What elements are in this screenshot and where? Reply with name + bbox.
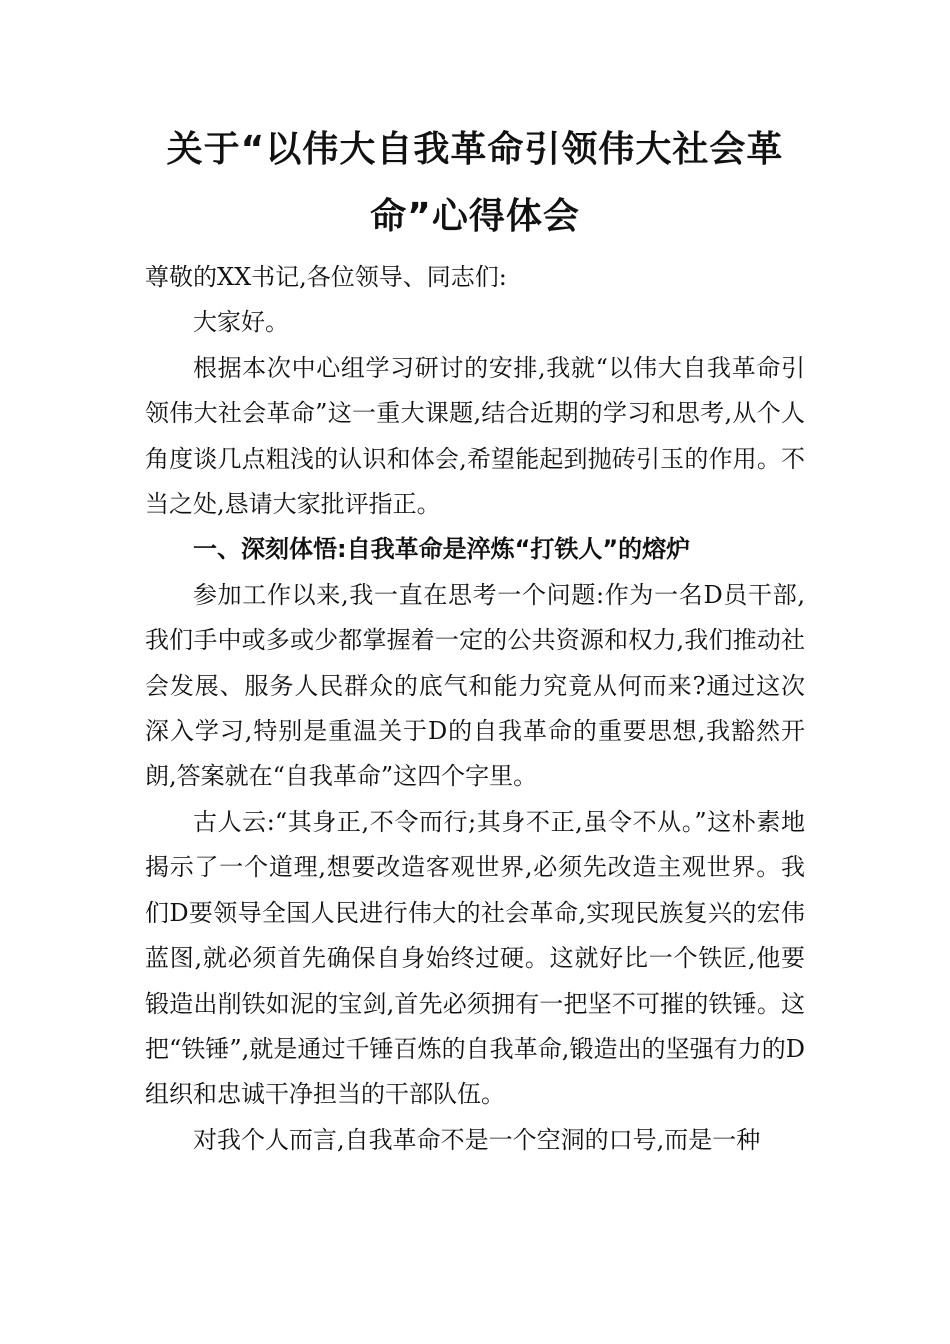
section-heading-1: 一、深刻体悟:自我革命是淬炼“打铁人”的熔炉 xyxy=(193,535,691,564)
salutation: 尊敬的XX书记,各位领导、同志们: xyxy=(145,263,507,291)
document-body xyxy=(145,255,805,1163)
greeting: 大家好。 xyxy=(193,308,289,337)
intro-paragraph: 根据本次中心组学习研讨的安排,我就“以伟大自我革命引领伟大社会革命”这一重大课题,结合近期的学习和思考,从个人角度谈几点粗浅的认识和体会,希望能起到抛砖引玉的作用。不当之处,恳请大家批评指正。 xyxy=(145,353,805,519)
section1-paragraph-1: 参加工作以来,我一直在思考一个问题:作为一名D员干部,我们手中或多或少都掌握着一定的公共资源和权力,我们推动社会发展、服务人民群众的底气和能力究竟从何而来?通过这次深入学习,特别是重温关于D的自我革命的重要思想,我豁然开朗,答案就在“自我革命”这四个字里。 xyxy=(145,580,805,791)
document-title-line-2: 命”心得体会 xyxy=(370,196,580,237)
section1-paragraph-3: 对我个人而言,自我革命不是一个空洞的口号,而是一种 xyxy=(193,1125,761,1154)
document-title-line-1: 关于“以伟大自我革命引领伟大社会革 xyxy=(166,129,784,170)
section1-paragraph-2: 古人云:“其身正,不令而行;其身不正,虽令不从。”这朴素地揭示了一个道理,想要改造客观世界,必须先改造主观世界。我们D要领导全国人民进行伟大的社会革命,实现民族复兴的宏伟蓝图,就必须首先确保自身始终过硬。这就好比一个铁匠,他要锻造出削铁如泥的宝剑,首先必须拥有一把坚不可摧的铁锤。这把“铁锤”,就是通过千锤百炼的自我革命,锻造出的坚强有力的D组织和忠诚干净担当的干部队伍。 xyxy=(145,807,805,1109)
